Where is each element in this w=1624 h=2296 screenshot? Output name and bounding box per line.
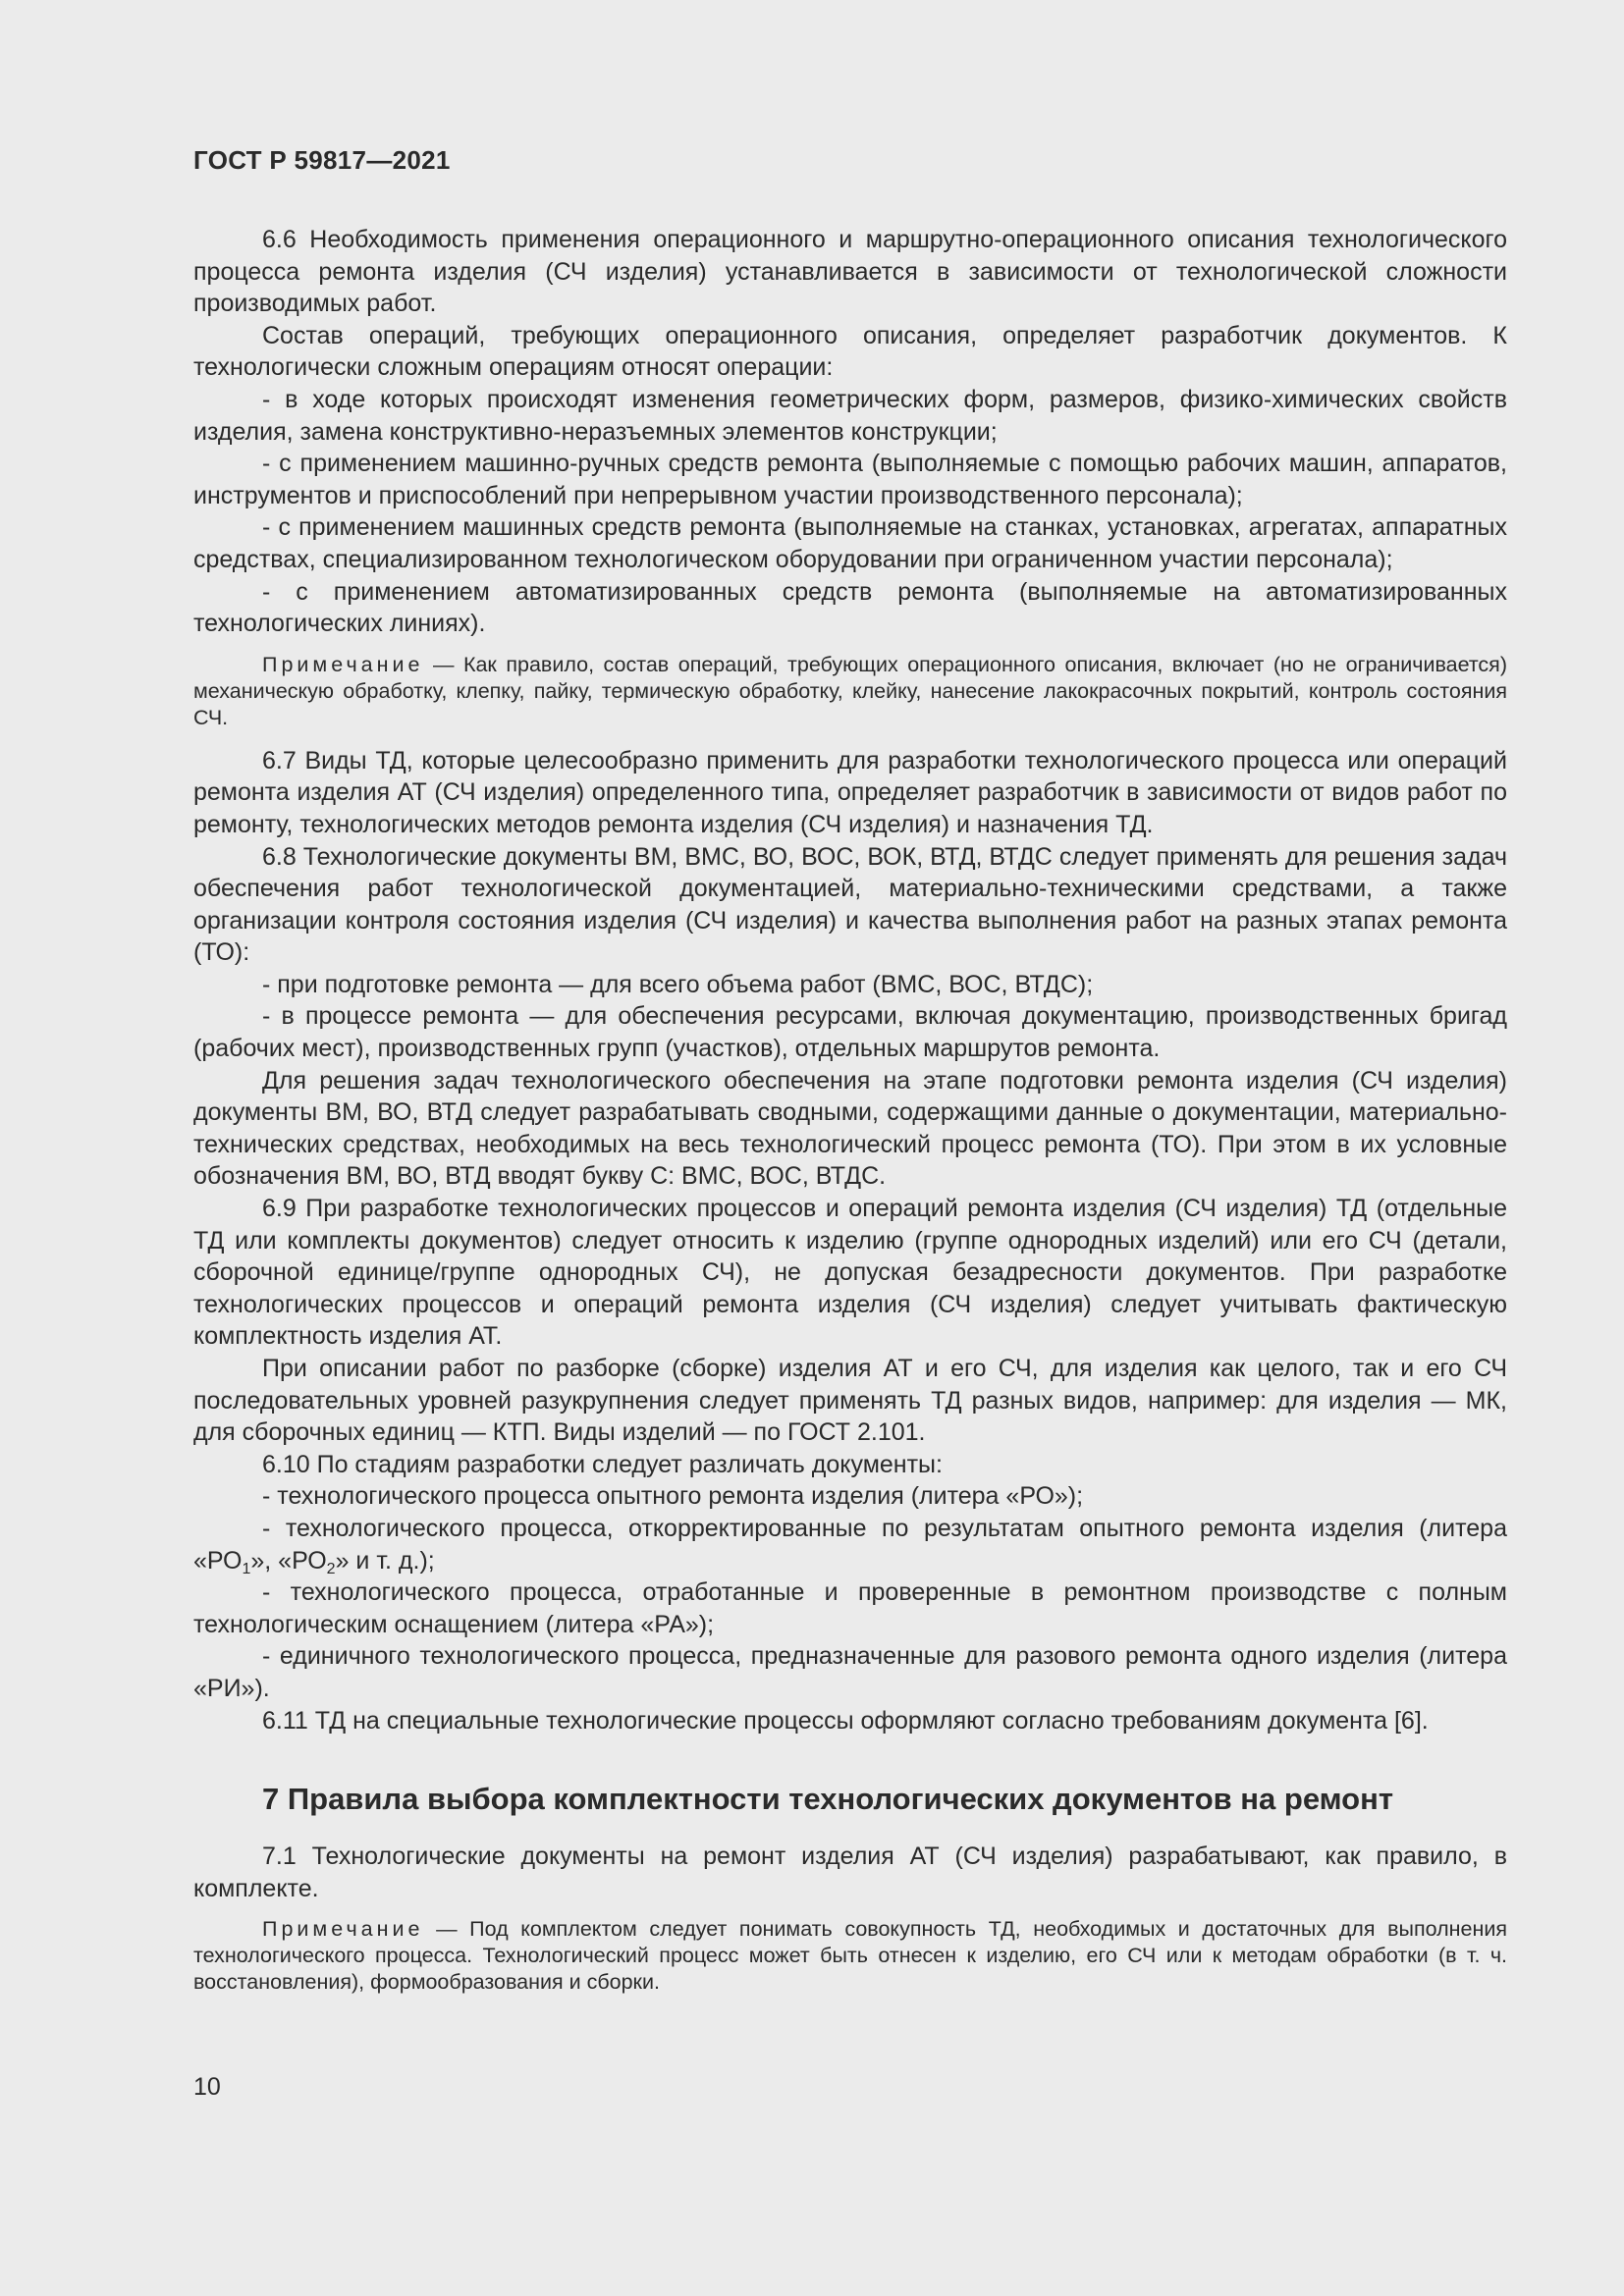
list-item: - с применением автоматизированных средств ремонта (выполняемые на автоматизированных технологических линиях). xyxy=(193,577,1507,638)
paragraph-6-7: 6.7 Виды ТД, которые целесообразно применить для разработки технологического процесса или операций ремонта изделия АТ (СЧ изделия) определенного типа, определяет разработчик в зависимости от видов работ по ремонту, технологических методов ремонта изделия (СЧ изделия) и назначения ТД. xyxy=(193,746,1507,838)
subscript: 1 xyxy=(242,1560,251,1577)
paragraph-6-9: 6.9 При разработке технологических процессов и операций ремонта изделия (СЧ изделия) ТД (отдельные ТД или комплекты документов) следует относить к изделию (группе однородных изделий) или его СЧ (детали, сборочной единице/группе однородных СЧ), не допуская безадресности документов. При разработке технологических процессов и операций ремонта изделия (СЧ изделия) следует учитывать фактическую комплектность изделия АТ. xyxy=(193,1195,1507,1351)
subscript: 2 xyxy=(326,1560,336,1577)
paragraph-6-11: 6.11 ТД на специальные технологические процессы оформляют согласно требованиям документа [6]. xyxy=(262,1706,1429,1735)
note-block xyxy=(193,652,1507,731)
paragraph-6-10: 6.10 По стадиям разработки следует различать документы: xyxy=(262,1450,943,1478)
list-item: - при подготовке ремонта — для всего объема работ (ВМС, ВОС, ВТДС); xyxy=(262,970,1094,998)
note-text: — Как правило, состав операций, требующих операционного описания, включает (но не ограничивается) механическую обработку, клепку, пайку, термическую обработку, клейку, нанесение лакокрасочных покрытий, контроль состояния СЧ. xyxy=(193,652,1507,729)
list-item: - технологического процесса, отработанные и проверенные в ремонтном производстве с полным технологическим оснащением (литера «РА»); xyxy=(193,1578,1507,1638)
list-item-text: - технологического процесса, откорректированные по результатам опытного ремонта изделия (литера «РО xyxy=(193,1514,1507,1575)
paragraph: Для решения задач технологического обеспечения на этапе подготовки ремонта изделия (СЧ изделия) документы ВМ, ВО, ВТД следует разрабатывать сводными, содержащими данные о документации, материально-технических средствах, необходимых на весь технологический процесс ремонта (ТО). При этом в их условные обозначения ВМ, ВО, ВТД вводят букву С: ВМС, ВОС, ВТДС. xyxy=(193,1066,1507,1191)
paragraph: Состав операций, требующих операционного описания, определяет разработчик документов. К технологически сложным операциям относят операции: xyxy=(193,321,1507,382)
list-item xyxy=(193,1513,1507,1576)
note-label: Примечание xyxy=(262,652,424,676)
note-text: — Под комплектом следует понимать совокупность ТД, необходимых и достаточных для выполнения технологического процесса. Технологический процесс может быть отнесен к изделию, его СЧ или к методам обработки (в т. ч. восстановления), формообразования и сборки. xyxy=(193,1917,1507,1995)
list-item: - технологического процесса опытного ремонта изделия (литера «РО»); xyxy=(262,1482,1084,1511)
paragraph: При описании работ по разборке (сборке) изделия АТ и его СЧ, для изделия как целого, так и его СЧ последовательных уровней разукрупнения следует применять ТД разных видов, например: для изделия — МК, для сборочных единиц — КТП. Виды изделий — по ГОСТ 2.101. xyxy=(193,1355,1507,1447)
note-label: Примечание xyxy=(262,1917,424,1942)
list-item: - с применением машинных средств ремонта (выполняемые на станках, установках, агрегатах, аппаратных средствах, специализированном технологическом оборудовании при ограниченном участии персонала); xyxy=(193,513,1507,573)
list-item-text: », «РО xyxy=(250,1546,327,1575)
paragraph-6-6: 6.6 Необходимость применения операционного и маршрутно-операционного описания технологического процесса ремонта изделия (СЧ изделия) устанавливается в зависимости от технологической сложности производимых работ. xyxy=(193,226,1507,318)
paragraph-7-1: 7.1 Технологические документы на ремонт изделия АТ (СЧ изделия) разрабатывают, как правило, в комплекте. xyxy=(193,1842,1507,1902)
section-7-heading: 7 Правила выбора комплектности технологических документов на ремонт xyxy=(262,1782,1394,1817)
document-code-header: ГОСТ Р 59817—2021 xyxy=(193,145,451,175)
list-item-text: » и т. д.); xyxy=(335,1546,435,1575)
paragraph-6-8: 6.8 Технологические документы ВМ, ВМС, ВО, ВОС, ВОК, ВТД, ВТДС следует применять для решения задач обеспечения работ технологической документацией, материально-техническими средствами, а также организации контроля состояния изделия (СЧ изделия) и качества выполнения работ на разных этапах ремонта (ТО): xyxy=(193,842,1507,967)
list-item: - в процессе ремонта — для обеспечения ресурсами, включая документацию, производственных бригад (рабочих мест), производственных групп (участков), отдельных маршрутов ремонта. xyxy=(193,1002,1507,1063)
list-item: - с применением машинно-ручных средств ремонта (выполняемые с помощью рабочих машин, аппаратов, инструментов и приспособлений при непрерывном участии производственного персонала); xyxy=(193,450,1507,509)
note-block xyxy=(193,1916,1507,1996)
document-body xyxy=(193,224,1507,1996)
page-number: 10 xyxy=(193,2073,221,2101)
list-item: - в ходе которых происходят изменения геометрических форм, размеров, физико-химических свойств изделия, замена конструктивно-неразъемных элементов конструкции; xyxy=(193,385,1507,446)
list-item: - единичного технологического процесса, предназначенные для разового ремонта одного изделия (литера «РИ»). xyxy=(193,1642,1507,1702)
